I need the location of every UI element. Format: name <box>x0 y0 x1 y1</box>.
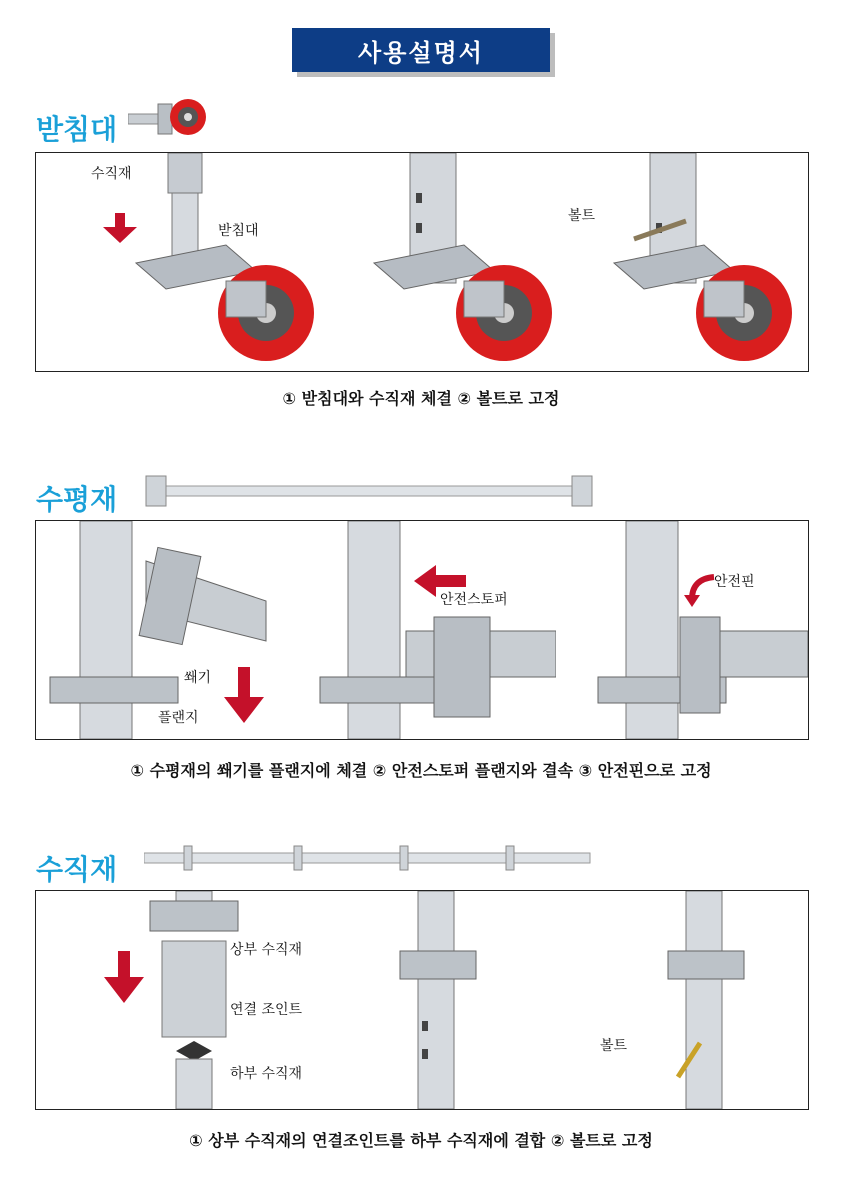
caster-panel <box>35 152 809 372</box>
callout-upper: 상부 수직재 <box>230 942 303 958</box>
vertical-step3-illustration <box>664 891 784 1109</box>
callout-wedge: 쐐기 <box>184 670 212 686</box>
callout-lower: 하부 수직재 <box>230 1066 303 1082</box>
caster-step3-illustration <box>606 153 806 371</box>
vertical-step2-illustration <box>396 891 516 1109</box>
vertical-bar-thumbnail <box>144 842 594 876</box>
caster-step2-illustration <box>366 153 586 371</box>
callout-joint: 연결 조인트 <box>230 1002 303 1018</box>
caster-step1-illustration <box>96 153 316 371</box>
vertical-caption: ① 상부 수직재의 연결조인트를 하부 수직재에 결합 ② 볼트로 고정 <box>189 1131 653 1150</box>
horizontal-caption: ① 수평재의 쐐기를 플랜지에 체결 ② 안전스토퍼 플랜지와 결속 ③ 안전핀으로 고정 <box>130 761 712 780</box>
down-arrow-icon <box>101 213 141 243</box>
vertical-panel <box>35 890 809 1110</box>
section-label-vertical: 수직재 <box>36 853 118 886</box>
down-arrow-icon <box>104 951 144 1003</box>
callout-bolt: 볼트 <box>568 208 596 224</box>
section-label-horizontal: 수평재 <box>36 483 118 516</box>
curved-arrow-icon <box>682 573 718 609</box>
caster-thumbnail <box>128 92 208 142</box>
callout-base: 받침대 <box>218 223 259 239</box>
horizontal-bar-thumbnail <box>144 468 594 514</box>
horizontal-panel <box>35 520 809 740</box>
caster-caption: ① 받침대와 수직재 체결 ② 볼트로 고정 <box>282 389 560 408</box>
page-title: 사용설명서 <box>292 28 550 72</box>
callout-stopper: 안전스토퍼 <box>440 592 508 608</box>
callout-vertical: 수직재 <box>91 166 132 182</box>
callout-pin: 안전핀 <box>714 574 755 590</box>
horizontal-step3-illustration <box>596 521 808 739</box>
horizontal-step2-illustration <box>316 521 556 739</box>
section-label-caster: 받침대 <box>36 113 118 146</box>
callout-flange: 플랜지 <box>158 710 199 726</box>
down-arrow-icon <box>224 667 264 723</box>
callout-bolt-vertical: 볼트 <box>600 1038 628 1054</box>
